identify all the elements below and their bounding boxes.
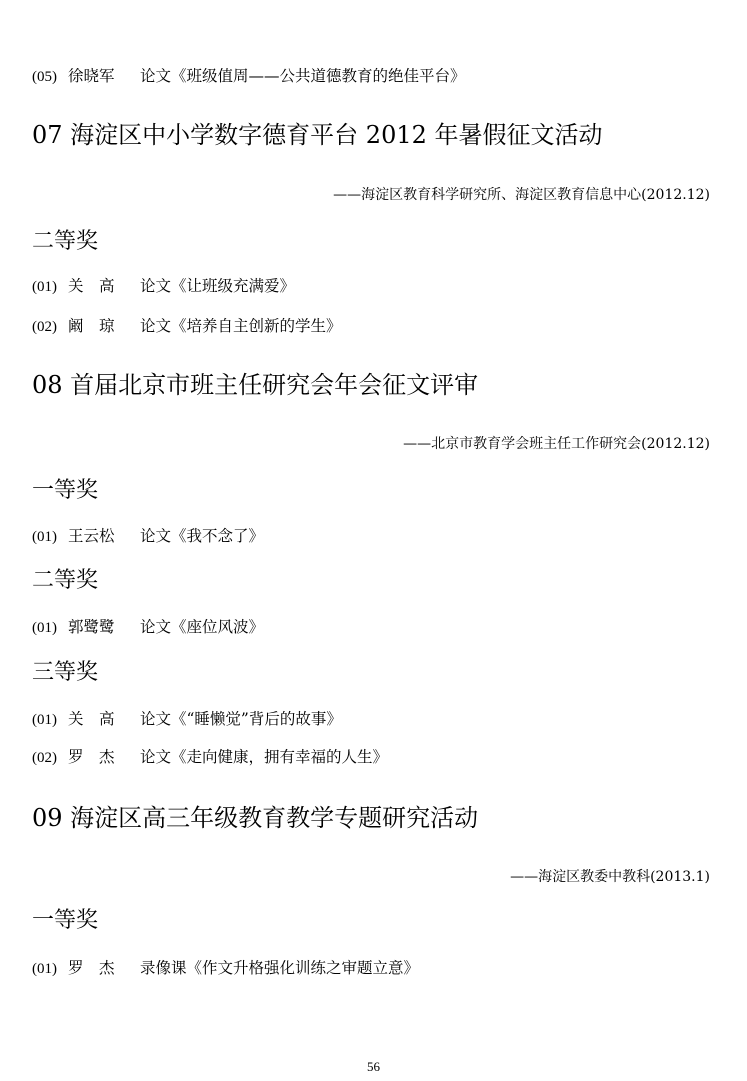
award-level-heading: 一等奖: [32, 908, 99, 933]
award-entry: [32, 617, 264, 638]
award-entry: [32, 276, 295, 297]
entry-number: (02): [32, 319, 57, 335]
entry-work: 论文《“睡懒觉”背后的故事》: [140, 710, 342, 728]
entry-name: 王云松: [68, 527, 115, 545]
section-heading: 07 海淀区中小学数字德育平台 2012 年暑假征文活动: [32, 121, 603, 149]
entry-work: 论文《班级值周——公共道德教育的绝佳平台》: [140, 67, 466, 85]
section-heading: 09 海淀区高三年级教育教学专题研究活动: [32, 804, 479, 832]
section-source: ——北京市教育学会班主任工作研究会(2012.12): [403, 436, 710, 452]
award-level-heading: 三等奖: [32, 660, 99, 685]
entry-name: 罗 杰: [68, 748, 115, 766]
entry-number: (01): [32, 961, 57, 977]
award-entry: [32, 66, 466, 87]
award-level-heading: 二等奖: [32, 568, 99, 593]
entry-work: 论文《走向健康，拥有幸福的人生》: [140, 748, 389, 766]
award-entry: [32, 316, 342, 337]
entry-number: (01): [32, 620, 57, 636]
entry-name: 罗 杰: [68, 959, 115, 977]
section-source: ——海淀区教委中教科(2013.1): [510, 869, 710, 885]
entry-work: 论文《座位风波》: [140, 618, 265, 636]
entry-name: 关 高: [68, 277, 115, 295]
entry-work: 论文《我不念了》: [140, 527, 265, 545]
entry-work: 论文《让班级充满爱》: [140, 277, 296, 295]
award-entry: [32, 747, 388, 768]
entry-work: 论文《培养自主创新的学生》: [140, 317, 342, 335]
entry-number: (05): [32, 69, 57, 85]
award-level-heading: 一等奖: [32, 478, 99, 503]
award-entry: [32, 709, 342, 730]
entry-work: 录像课《作文升格强化训练之审题立意》: [140, 959, 420, 977]
award-entry: [32, 958, 419, 979]
entry-name: 阚 琼: [68, 317, 115, 335]
page-number: 56: [367, 1059, 380, 1074]
award-entry: [32, 526, 264, 547]
entry-number: (02): [32, 750, 57, 766]
entry-name: 关 高: [68, 710, 115, 728]
entry-number: (01): [32, 712, 57, 728]
section-heading: 08 首届北京市班主任研究会年会征文评审: [32, 371, 479, 399]
entry-name: 郭鹭鹭: [68, 618, 115, 636]
section-source: ——海淀区教育科学研究所、海淀区教育信息中心(2012.12): [333, 187, 710, 203]
entry-number: (01): [32, 529, 57, 545]
entry-name: 徐晓军: [68, 67, 115, 85]
award-level-heading: 二等奖: [32, 229, 99, 254]
entry-number: (01): [32, 279, 57, 295]
